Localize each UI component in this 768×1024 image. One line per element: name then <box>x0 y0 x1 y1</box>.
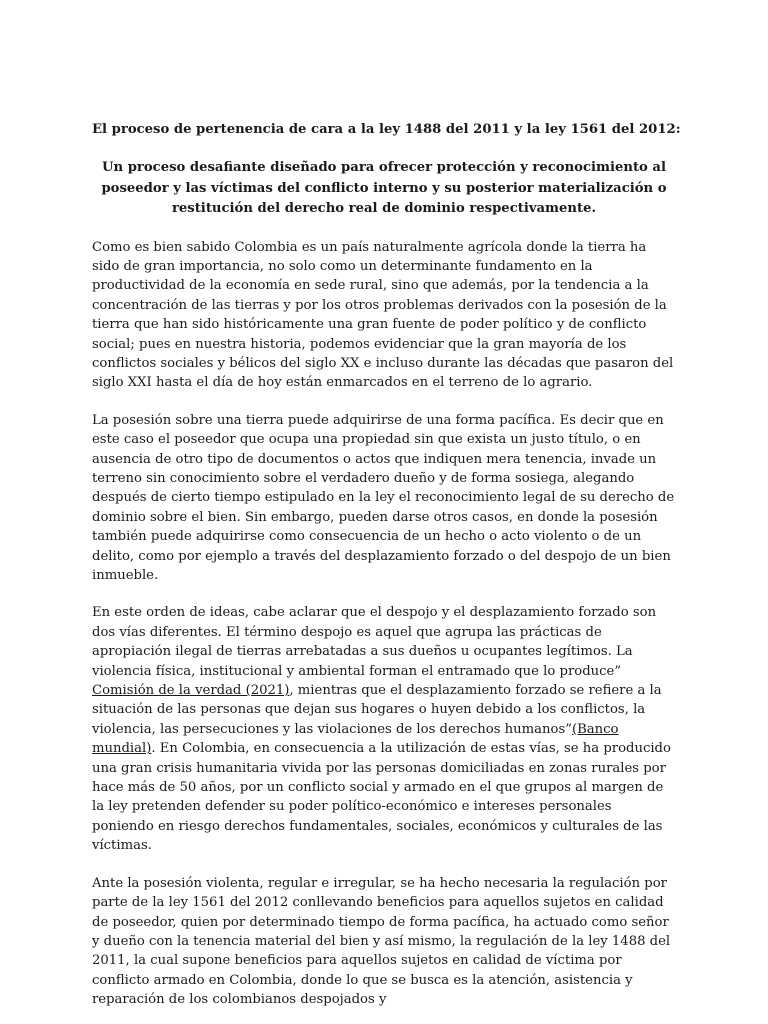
comision-verdad-link[interactable]: Comisión de la verdad (2021) <box>92 683 290 699</box>
paragraph-1: Como es bien sabido Colombia es un país naturalmente agrícola donde la tierra ha sido de gran importancia, no solo como un determinante fundamento en la productividad de la economía en sede rural, sino que además, por la tendencia a la concentración de las tierras y por los otros problemas derivados con la posesión de la tierra que han sido históricamente una gran fuente de poder político y de conflicto social; pues en nuestra historia, podemos evidenciar que la gran mayoría de los conflictos sociales y bélicos del siglo XX e incluso durante las décadas que pasaron del siglo XXI hasta el día de hoy están enmarcados en el terreno de lo agrario. <box>92 239 674 391</box>
paragraph-3-text-c: . En Colombia, en consecuencia a la utilización de estas vías, se ha producido una gran crisis humanitaria vivida por las personas domiciliadas en zonas rurales por hace más de 50 años, por un conflicto social y armado en el que grupos al margen de la ley pretenden defender su poder político-económico e intereses personales poniendo en riesgo derechos fundamentales, sociales, económicos y culturales de las víctimas. <box>92 741 671 854</box>
paragraph-2: La posesión sobre una tierra puede adquirirse de una forma pacífica. Es decir que en este caso el poseedor que ocupa una propiedad sin que exista un justo título, o en ausencia de otro tipo de documentos o actos que indiquen mera tenencia, invade un terreno sin conocimiento sobre el verdadero dueño y de forma sosiega, alegando después de cierto tiempo estipulado en la ley el reconocimiento legal de su derecho de dominio sobre el bien. Sin embargo, pueden darse otros casos, en donde la posesión también puede adquirirse como consecuencia de un hecho o acto violento o de un delito, como por ejemplo a través del desplazamiento forzado o del despojo de un bien inmueble. <box>92 412 675 583</box>
paragraph-3 <box>92 603 676 855</box>
paragraph-4: Ante la posesión violenta, regular e irregular, se ha hecho necesaria la regulación por parte de la ley 1561 del 2012 conllevando beneficios para aquellos sujetos en calidad de poseedor, quien por determinado tiempo de forma pacífica, ha actuado como señor y dueño con la tenencia material del bien y así mismo, la regulación de la ley 1488 del 2011, la cual supone beneficios para aquellos sujetos en calidad de víctima por conflicto armado en Colombia, donde lo que se busca es la atención, asistencia y reparación de los colombianos despojados y <box>92 875 671 1008</box>
paragraph-3-text-b: , mientras que el desplazamiento forzado se refiere a la situación de las personas que dejan sus hogares o huyen debido a los conflictos, la violencia, las persecuciones y las violaciones de los derechos humanos” <box>92 683 662 737</box>
banco-mundial-link[interactable]: (Banco mundial) <box>92 721 619 757</box>
document-subtitle: Un proceso desafiante diseñado para ofrecer protección y reconocimiento al poseedor y las víctimas del conflicto interno y su posterior materialización o restitución del derecho real de dominio respectivamente. <box>101 160 667 216</box>
paragraph-3-text-a: En este orden de ideas, cabe aclarar que el despojo y el desplazamiento forzado son dos vías diferentes. El término despojo es aquel que agrupa las prácticas de apropiación ilegal de tierras arrebatadas a sus dueños u ocupantes legítimos. La violencia física, institucional y ambiental forman el entramado que lo produce” <box>92 605 657 679</box>
document-title: El proceso de pertenencia de cara a la ley 1488 del 2011 y la ley 1561 del 2012: <box>92 122 681 137</box>
